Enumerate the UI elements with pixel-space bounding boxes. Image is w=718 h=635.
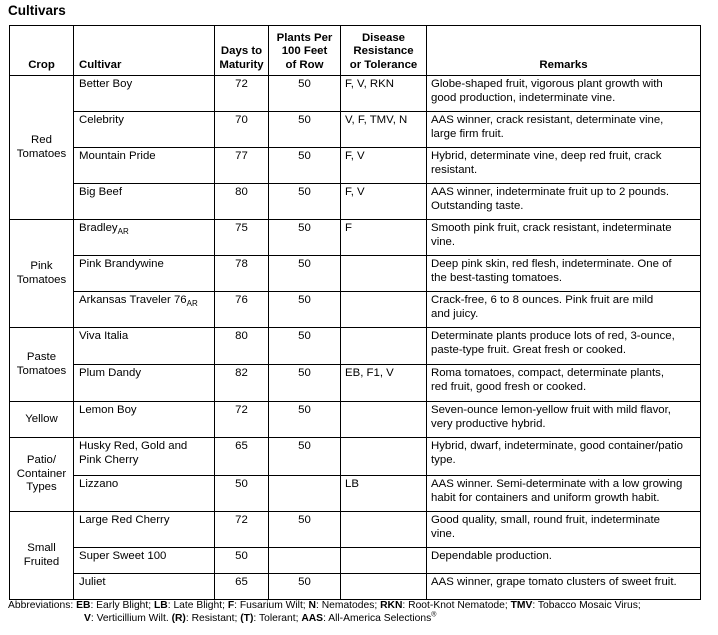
plants-cell: 50 bbox=[269, 112, 341, 148]
crop-red-tomatoes: Red Tomatoes bbox=[10, 76, 74, 220]
cultivar-cell: Mountain Pride bbox=[74, 148, 215, 184]
header-crop: Crop bbox=[10, 26, 74, 76]
remarks-cell: AAS winner, grape tomato clusters of sweet fruit. bbox=[427, 574, 701, 600]
days-cell: 80 bbox=[215, 328, 269, 365]
table-row bbox=[10, 184, 701, 220]
cultivar-cell: Husky Red, Gold and Pink Cherry bbox=[74, 438, 215, 476]
cultivars-table bbox=[9, 25, 701, 600]
remarks-cell: Good quality, small, round fruit, indeterminate vine. bbox=[427, 512, 701, 548]
remarks-cell: Globe-shaped fruit, vigorous plant growth with good production, indeterminate vine. bbox=[427, 76, 701, 112]
disease-cell bbox=[341, 402, 427, 438]
plants-cell bbox=[269, 476, 341, 512]
days-cell: 72 bbox=[215, 402, 269, 438]
remarks-cell: Hybrid, dwarf, indeterminate, good container/patio type. bbox=[427, 438, 701, 476]
cultivar-cell: Super Sweet 100 bbox=[74, 548, 215, 574]
header-disease-resistance: Disease Resistance or Tolerance bbox=[341, 26, 427, 76]
crop-pink-tomatoes: Pink Tomatoes bbox=[10, 220, 74, 328]
crop-paste-tomatoes: Paste Tomatoes bbox=[10, 328, 74, 402]
table-row bbox=[10, 574, 701, 600]
plants-cell: 50 bbox=[269, 574, 341, 600]
cultivar-cell: Viva Italia bbox=[74, 328, 215, 365]
plants-cell: 50 bbox=[269, 76, 341, 112]
table-row bbox=[10, 256, 701, 292]
disease-cell: F bbox=[341, 220, 427, 256]
table-row bbox=[10, 512, 701, 548]
cultivar-cell: Pink Brandywine bbox=[74, 256, 215, 292]
days-cell: 65 bbox=[215, 438, 269, 476]
remarks-cell: Dependable production. bbox=[427, 548, 701, 574]
cultivar-cell: Big Beef bbox=[74, 184, 215, 220]
disease-cell: LB bbox=[341, 476, 427, 512]
table-row bbox=[10, 365, 701, 402]
cultivar-cell: Better Boy bbox=[74, 76, 215, 112]
disease-cell bbox=[341, 512, 427, 548]
cultivar-cell: Arkansas Traveler $76_{AR}$ bbox=[74, 292, 215, 328]
abbreviations-footnote: Abbreviations: EB: Early Blight; LB: Late Blight; F: Fusarium Wilt; N: Nematodes; RKN: Root-Knot Nematode; TMV: Tobacco Mosaic Virus; V: Verticillium Wilt. (R): Resistant; (T): Tolerant; AAS: All-America Selections® bbox=[8, 600, 641, 624]
days-cell: 82 bbox=[215, 365, 269, 402]
table-row bbox=[10, 148, 701, 184]
plants-cell: 50 bbox=[269, 148, 341, 184]
table-row bbox=[10, 76, 701, 112]
disease-cell: F, V, RKN bbox=[341, 76, 427, 112]
disease-cell: EB, F1, V bbox=[341, 365, 427, 402]
plants-cell: 50 bbox=[269, 184, 341, 220]
table-row bbox=[10, 438, 701, 476]
remarks-cell: Deep pink skin, red flesh, indeterminate. One of the best-tasting tomatoes. bbox=[427, 256, 701, 292]
plants-cell: 50 bbox=[269, 402, 341, 438]
table-row bbox=[10, 402, 701, 438]
header-days-to-maturity: Days to Maturity bbox=[215, 26, 269, 76]
disease-cell: V, F, TMV, N bbox=[341, 112, 427, 148]
crop-yellow: Yellow bbox=[10, 402, 74, 438]
days-cell: 77 bbox=[215, 148, 269, 184]
remarks-cell: Roma tomatoes, compact, determinate plants, red fruit, good fresh or cooked. bbox=[427, 365, 701, 402]
plants-cell: 50 bbox=[269, 512, 341, 548]
disease-cell: F, V bbox=[341, 184, 427, 220]
remarks-cell: Hybrid, determinate vine, deep red fruit, crack resistant. bbox=[427, 148, 701, 184]
header-cultivar: Cultivar bbox=[74, 26, 215, 76]
days-cell: 72 bbox=[215, 512, 269, 548]
disease-cell bbox=[341, 548, 427, 574]
days-cell: 70 bbox=[215, 112, 269, 148]
plants-cell: 50 bbox=[269, 365, 341, 402]
cultivar-cell: Lemon Boy bbox=[74, 402, 215, 438]
days-cell: 50 bbox=[215, 548, 269, 574]
cultivar-cell: Lizzano bbox=[74, 476, 215, 512]
table-row bbox=[10, 220, 701, 256]
cultivar-cell: Plum Dandy bbox=[74, 365, 215, 402]
table-row bbox=[10, 548, 701, 574]
remarks-cell: Seven-ounce lemon-yellow fruit with mild flavor, very productive hybrid. bbox=[427, 402, 701, 438]
crop-patio-container-types: Patio/ Container Types bbox=[10, 438, 74, 512]
disease-cell: F, V bbox=[341, 148, 427, 184]
plants-cell: 50 bbox=[269, 220, 341, 256]
days-cell: 72 bbox=[215, 76, 269, 112]
days-cell: 76 bbox=[215, 292, 269, 328]
disease-cell bbox=[341, 292, 427, 328]
remarks-cell: AAS winner. Semi-determinate with a low growing habit for containers and uniform growth habit. bbox=[427, 476, 701, 512]
page-title: Cultivars bbox=[8, 3, 66, 18]
disease-cell bbox=[341, 256, 427, 292]
days-cell: 75 bbox=[215, 220, 269, 256]
cultivar-cell: Celebrity bbox=[74, 112, 215, 148]
table-row bbox=[10, 328, 701, 365]
header-row bbox=[10, 26, 701, 76]
header-remarks: Remarks bbox=[427, 26, 701, 76]
table-row bbox=[10, 112, 701, 148]
cultivar-cell: Bradley$_{AR}$ bbox=[74, 220, 215, 256]
days-cell: 50 bbox=[215, 476, 269, 512]
table-row bbox=[10, 292, 701, 328]
cultivar-cell: Large Red Cherry bbox=[74, 512, 215, 548]
disease-cell bbox=[341, 574, 427, 600]
days-cell: 78 bbox=[215, 256, 269, 292]
cultivar-cell: Juliet bbox=[74, 574, 215, 600]
remarks-cell: AAS winner, crack resistant, determinate vine, large firm fruit. bbox=[427, 112, 701, 148]
plants-cell: 50 bbox=[269, 256, 341, 292]
plants-cell: 50 bbox=[269, 328, 341, 365]
plants-cell: 50 bbox=[269, 292, 341, 328]
remarks-cell: Crack-free, 6 to 8 ounces. Pink fruit are mild and juicy. bbox=[427, 292, 701, 328]
remarks-cell: Determinate plants produce lots of red, 3-ounce, paste-type fruit. Great fresh or cooked. bbox=[427, 328, 701, 365]
disease-cell bbox=[341, 328, 427, 365]
remarks-cell: AAS winner, indeterminate fruit up to 2 pounds. Outstanding taste. bbox=[427, 184, 701, 220]
header-plants-per-100-feet: Plants Per 100 Feet of Row bbox=[269, 26, 341, 76]
plants-cell: 50 bbox=[269, 438, 341, 476]
table-row bbox=[10, 476, 701, 512]
crop-small-fruited: Small Fruited bbox=[10, 512, 74, 600]
remarks-cell: Smooth pink fruit, crack resistant, indeterminate vine. bbox=[427, 220, 701, 256]
disease-cell bbox=[341, 438, 427, 476]
plants-cell bbox=[269, 548, 341, 574]
days-cell: 80 bbox=[215, 184, 269, 220]
days-cell: 65 bbox=[215, 574, 269, 600]
